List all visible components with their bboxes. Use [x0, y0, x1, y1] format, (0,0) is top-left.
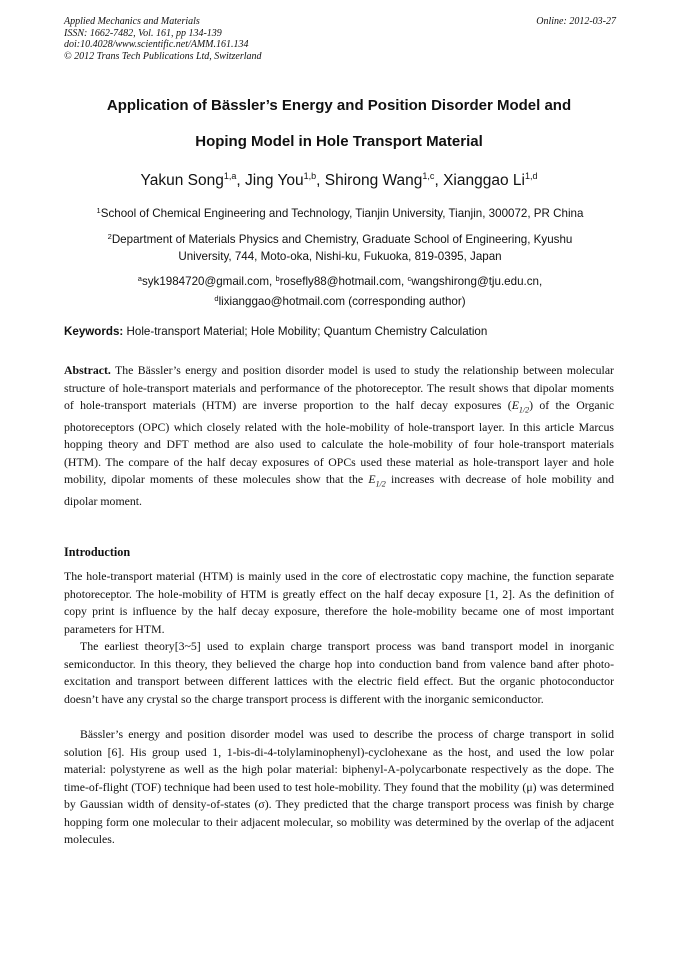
symbol-e-half: $E_{1/2}$ [511, 398, 530, 415]
journal-header [64, 16, 616, 62]
keywords-text: Hole-transport Material; Hole Mobility; Quantum Chemistry Calculation [123, 325, 488, 338]
affiliation-2: $^2$Department of Materials Physics and Chemistry, Graduate School of Engineering, Kyushu University, 744, Moto-oka, Nishi-ku, Fukuoka, 819-0395, Japan [107, 232, 573, 263]
journal-issn: ISSN: 1662-7482, Vol. 161, pp 134-139 [64, 27, 222, 39]
author-emails [64, 270, 616, 310]
intro-paragraph-1: The hole-transport material (HTM) is mainly used in the core of electrostatic copy machine, the function separate photoreceptor. The hole-mobility of HTM is greatly effect on the half decay exposure [1, 2]. As the definition of copy print is influence by the half decay exposure, therefore the hole-mobility became one of most important parameters for HTM. [64, 569, 614, 636]
author: Yakun Song$^{1,a}$, [140, 171, 245, 189]
email-c[interactable]: $^c$wangshirong@tju.edu.cn, [407, 274, 543, 288]
email-d[interactable]: $^d$lixianggao@hotmail.com (corresponding author) [214, 294, 466, 308]
author: Jing You$^{1,b}$, [245, 171, 325, 189]
author-list [40, 166, 638, 191]
author: Shirong Wang$^{1,c}$, [324, 171, 444, 189]
keywords [64, 324, 624, 340]
section-heading-introduction: Introduction [64, 545, 131, 559]
online-date: Online: 2012-03-27 [536, 16, 616, 27]
abstract-label: Abstract. [64, 363, 111, 377]
email-line-1 [64, 270, 616, 290]
email-b[interactable]: $^b$rosefly88@hotmail.com, [275, 274, 408, 288]
email-a[interactable]: $^a$syk1984720@gmail.com, [137, 274, 276, 288]
journal-name: Applied Mechanics and Materials [64, 16, 200, 27]
paper-title [40, 88, 638, 160]
intro-paragraph-3: Bässler’s energy and position disorder model was used to describe the process of charge transport in solid solution [6]. His group used 1, 1-bis-di-4-tolylaminophenyl)-cyclohexane as the host, and used the low polar material: polystyrene as well as the high polar material: biphenyl-A-polycarbonate respectively as the dope. The time-of-flight (TOF) technique had been used to test hole-mobility. They found that the mobility (μ) was determined by Gaussian width of density-of-states (σ). They predicted that the charge transport process was finish by charge hopping form one molecular to their adjacent molecular, so mobility was determined by the overlap of the adjacent molecules. [64, 727, 614, 846]
abstract: Abstract. The Bässler’s energy and position disorder model is used to study the relationship between molecular structure of hole-transport materials and performance of the photoreceptor. The result shows that dipolar moments of hole-transport materials (HTM) are inverse proportion to the half decay exposures $(E_{1/2})$ of the Organic photoreceptors (OPC) which closely related with the hole-mobility of hole-transport layer. In this article Marcus hopping theory and DFT method are also used to calculate the hole-mobility of four hole-transport materials (HTM). The compare of the half decay exposures of OPCs used these material as hole-transport layer and hole mobility, dipolar moments of these molecules show that the $E_{1/2}$ increases with decrease of hole mobility and dipolar moment. [64, 363, 614, 509]
intro-paragraph-2: The earliest theory[3~5] used to explain charge transport process was band transport model in inorganic semiconductor. In this theory, they believed the charge hop into conduction band from valence band after photo-excitation and transport between different lattices with the electric field effect. But the organic photoconductor doesn’t have any crystal so the charge transport process is different with the inorganic semiconductor. [64, 639, 614, 706]
title-line-1: Application of Bässler’s Energy and Position Disorder Model and [106, 97, 572, 114]
affiliation-1: $^1$School of Chemical Engineering and Technology, Tianjin University, Tianjin, 300072, PR China [96, 206, 584, 220]
author: Xianggao Li$^{1,d}$ [443, 171, 538, 189]
journal-copyright: © 2012 Trans Tech Publications Ltd, Switzerland [64, 50, 262, 62]
keywords-label: Keywords: [64, 325, 124, 338]
journal-doi: doi:10.4028/www.scientific.net/AMM.161.134 [64, 39, 249, 50]
symbol-e-half: $E_{1/2}$ [368, 472, 386, 489]
email-line-2 [64, 290, 616, 310]
title-line-2: Hoping Model in Hole Transport Material [195, 133, 483, 150]
